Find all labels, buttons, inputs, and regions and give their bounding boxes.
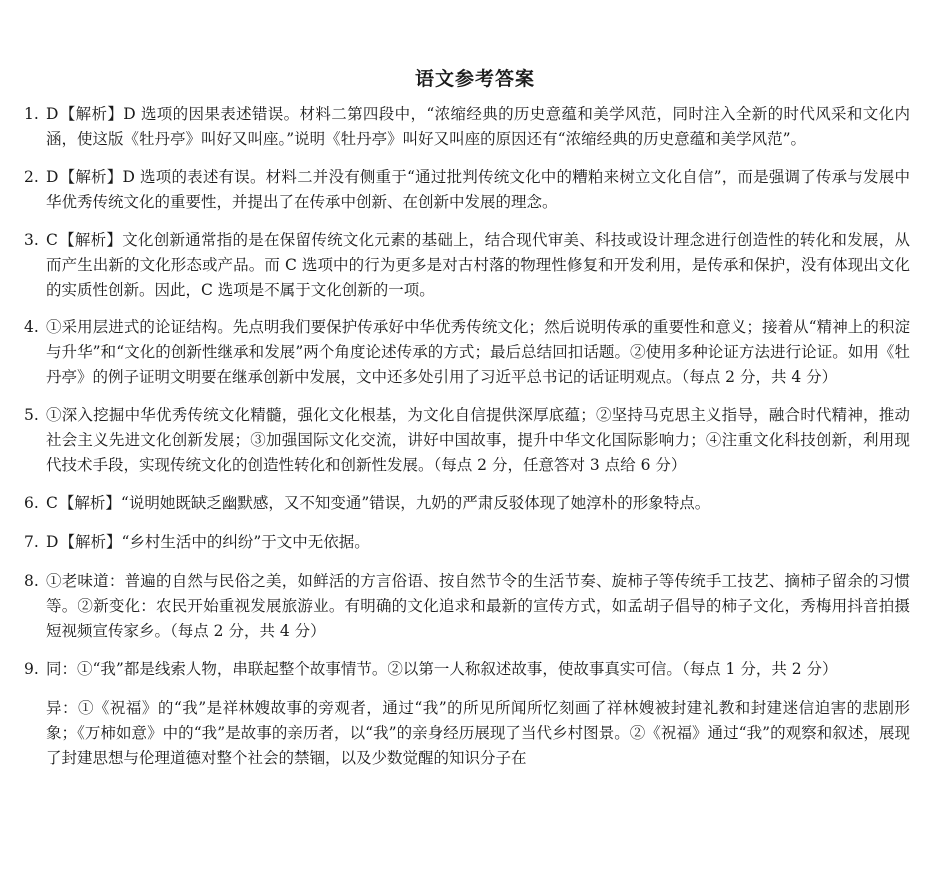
answer-item-6 [24,491,910,516]
answer-number: 6. [24,494,39,512]
answer-item-1 [24,102,910,152]
answer-text: 同：①“我”都是线索人物，串联起整个故事情节。②以第一人称叙述故事，使故事真实可信。（每点 1 分，共 2 分） [46,660,838,678]
answer-number: 8. [24,572,39,590]
answer-text: ①深入挖掘中华优秀传统文化精髓，强化文化根基，为文化自信提供深厚底蕴；②坚持马克思主义指导，融合时代精神，推动社会主义先进文化创新发展；③加强国际文化交流，讲好中国故事，提升中华文化国际影响力；④注重文化科技创新，利用现代技术手段，实现传统文化的创造性转化和创新性发展。（每点 2 分，任意答对 3 点给 6 分） [46,406,910,474]
answer-number: 5. [24,406,39,424]
answer-text: “乡村生活中的纠纷”于文中无依据。 [121,533,370,551]
answer-letter: D [46,168,59,186]
answer-number: 9. [24,660,39,678]
answer-item-2 [24,165,910,215]
answer-number: 3. [24,231,39,249]
answer-item-9 [24,657,910,682]
answer-item-4 [24,315,910,390]
analysis-tag: 【解析】 [58,494,121,512]
answer-text: ①老味道：普遍的自然与民俗之美，如鲜活的方言俗语、按自然节令的生活节奏、旋柿子等传统手工技艺、摘柿子留余的习惯等。②新变化：农民开始重视发展旅游业。有明确的文化追求和最新的宣传方式，如孟胡子倡导的柿子文化，秀梅用抖音拍摄短视频宣传家乡。（每点 2 分，共 4 分） [46,572,910,640]
answer-number: 7. [24,533,39,551]
answer-item-5 [24,403,910,478]
answer-item-8 [24,569,910,644]
answer-item-9-continued [24,696,910,771]
analysis-tag: 【解析】 [58,231,123,249]
answer-number: 1. [24,105,39,123]
answer-text: D 选项的表述有误。材料二并没有侧重于“通过批判传统文化中的糟粕来树立文化自信”，而是强调了传承与发展中华优秀传统文化的重要性，并提出了在传承中创新、在创新中发展的理念。 [46,168,910,211]
answer-letter: D [46,105,59,123]
answer-text: “说明她既缺乏幽默感，又不知变通”错误，九奶的严肃反驳体现了她淳朴的形象特点。 [120,494,711,512]
answer-text: 文化创新通常指的是在保留传统文化元素的基础上，结合现代审美、科技或设计理念进行创造性的转化和发展，从而产生出新的文化形态或产品。而 C 选项中的行为更多是对古村落的物理性修复和开发利用，是传承和保护，没有体现出文化的实质性创新。因此，C 选项是不属于文化创新的一项。 [46,231,910,299]
page-title: 语文参考答案 [414,68,535,90]
analysis-tag: 【解析】 [59,533,122,551]
analysis-tag: 【解析】 [59,168,123,186]
answer-number: 4. [24,318,39,336]
answer-number: 2. [24,168,39,186]
analysis-tag: 【解析】 [59,105,124,123]
answer-letter: C [46,494,58,512]
answer-letter: C [46,231,58,249]
answer-list [24,102,910,771]
answer-text: D 选项的因果表述错误。材料二第四段中，“浓缩经典的历史意蕴和美学风范，同时注入全新的时代风采和文化内涵，使这版《牡丹亭》叫好又叫座。”说明《牡丹亭》叫好又叫座的原因还有“浓缩经典的历史意蕴和美学风范”。 [46,105,910,148]
answer-item-7 [24,530,910,555]
answer-letter: D [46,533,59,551]
answer-item-3 [24,228,910,303]
answer-text: ①采用层进式的论证结构。先点明我们要保护传承好中华优秀传统文化；然后说明传承的重要性和意义；接着从“精神上的积淀与升华”和“文化的创新性继承和发展”两个角度论述传承的方式；最后总结回扣话题。②使用多种论证方法进行论证。如用《牡丹亭》的例子证明文明要在继承创新中发展，文中还多处引用了习近平总书记的话证明观点。（每点 2 分，共 4 分） [46,318,910,386]
answer-text: 异：①《祝福》的“我”是祥林嫂故事的旁观者，通过“我”的所见所闻所忆刻画了祥林嫂被封建礼教和封建迷信迫害的悲剧形象；《万柿如意》中的“我”是故事的亲历者，以“我”的亲身经历展现了当代乡村图景。②《祝福》通过“我”的观察和叙述，展现了封建思想与伦理道德对整个社会的禁锢，以及少数觉醒的知识分子在 [46,699,910,767]
